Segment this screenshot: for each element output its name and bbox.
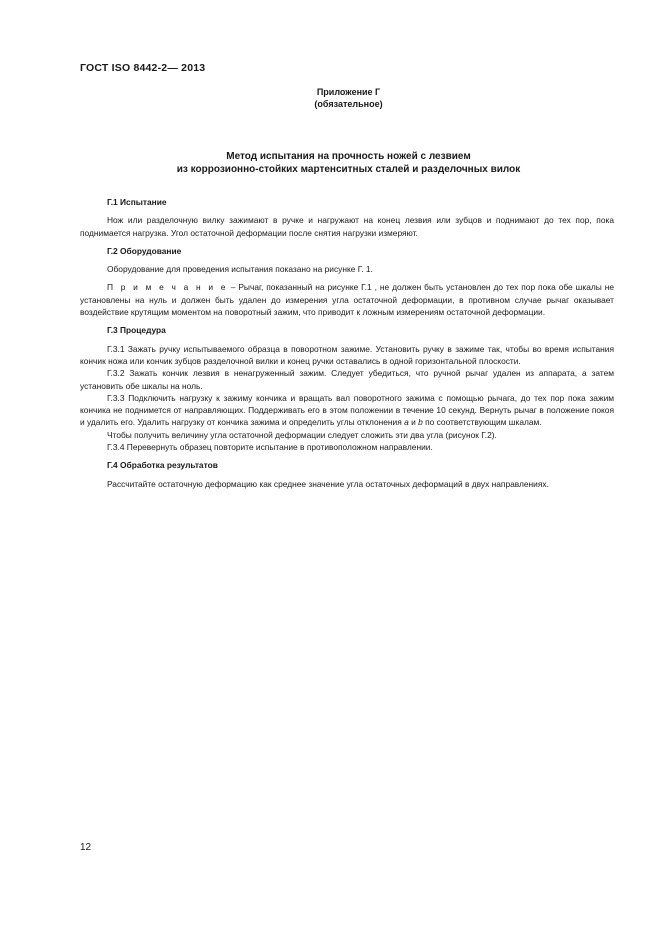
paragraph-g3-1: Г.3.1 Зажать ручку испытываемого образца в поворотном зажиме. Установить ручку в зажиме так, чтобы во время испытания кончик ножа или кончик зубцов разделочной вилки и конец ручки оставались в одной горизонтальной плоскости. (80, 343, 614, 366)
annex-heading (0, 86, 661, 110)
page-number: 12 (80, 842, 92, 853)
paragraph-g3-3-end: по соответствующим шкалам. (422, 417, 542, 428)
note-label: П р и м е ч а н и е (107, 282, 228, 293)
standard-header: ГОСТ ISO 8442-2— 2013 (80, 62, 206, 74)
annex-title: Приложение Г (316, 87, 381, 97)
paragraph-g2-equipment: Оборудование для проведения испытания показано на рисунке Г. 1. (107, 264, 373, 275)
paragraph-g3-sum: Чтобы получить величину угла остаточной деформации следует сложить эти два угла (рисунок Г.2). (107, 429, 497, 440)
paragraph-g4: Рассчитайте остаточную деформацию как среднее значение угла остаточных деформаций в двух направлениях. (107, 478, 549, 489)
document-title-line-1: Метод испытания на прочность ножей с лезвием (226, 151, 471, 162)
section-heading-g2: Г.2 Оборудование (107, 245, 182, 256)
note-g2 (80, 281, 614, 318)
paragraph-g1: Нож или разделочную вилку зажимают в ручке и нагружают на конец лезвия или зубцов и поднимают до тех пор, пока поднимается нагрузка. Угол остаточной деформации после снятия нагрузки измеряют. (80, 215, 614, 238)
annex-status: (обязательное) (314, 99, 383, 109)
paragraph-g3-3-text: Г.3.3 Подключить нагрузку к зажиму кончика и вращать вал поворотного зажима с помощью рычага, до тех пор пока зажим кончика не поднимется от направляющих. Поддерживать его в этом положении в течение 10 секунд. Вернуть рычаг в положение покоя и удалить его. Удалить нагрузку от кончика зажима и определить углы отклонения (80, 392, 614, 428)
note-text: – Рычаг, показанный на рисунке Г.1 , не должен быть установлен до тех пор пока обе шкалы не установлены на нуль и должен быть удален до измерения угла остаточной деформации, в противном случае рычаг оказывает воздействие крутящим моментом на поворотный зажим, что приводит к ложным измерениям остаточной деформации. (80, 282, 615, 318)
document-title (0, 150, 661, 176)
variable-a: a (404, 417, 409, 428)
document-body (80, 196, 614, 490)
document-title-line-2: из коррозионно-стойких мартенситных сталей и разделочных вилок (176, 164, 521, 175)
paragraph-g3-2: Г.3.2 Зажать кончик лезвия в ненагруженный зажим. Следует убедиться, что ручной рычаг удален из аппарата, а затем установить обе шкалы на ноль. (80, 368, 614, 391)
paragraph-g3-4: Г.3.4 Перевернуть образец повторите испытание в противоположном направлении. (107, 442, 433, 453)
paragraph-g3-3-conjunction: и (408, 417, 419, 428)
variable-b: b (418, 417, 423, 428)
paragraph-g3-3 (80, 392, 614, 429)
section-heading-g1: Г.1 Испытание (107, 197, 167, 207)
section-heading-g3: Г.3 Процедура (107, 325, 166, 336)
section-heading-g4: Г.4 Обработка результатов (107, 460, 218, 471)
